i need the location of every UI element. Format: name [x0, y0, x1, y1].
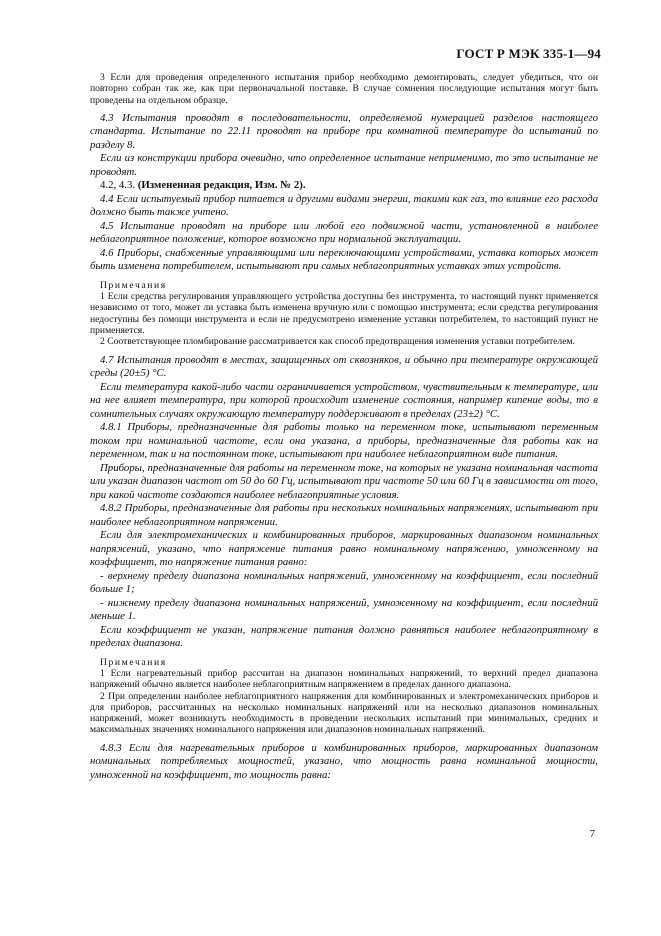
- note-2: 2 Соответствующее пломбирование рассматривается как способ предотвращения изменения уставки потребителем.: [100, 336, 575, 348]
- note-1: 1 Если средства регулирования управляющего устройства доступны без инструмента, то настоящий пункт применяется независимо от того, может ли уставка быть изменена вручную или с помощью инструмента; если средства регулирования недоступны без помощи инструмента и если не предусмотрено изменение уставки потребителем, то настоящий пункт не применяется.: [90, 291, 598, 337]
- page-header: ГОСТ Р МЭК 335-1—94: [456, 46, 601, 61]
- note-2-2: 2 При определении наиболее неблагоприятного напряжения для комбинированных и электромеханических приборов и для приборов, рассчитанных на несколько номинальных напряжений или на несколько диапазонов номинальных напряжений, может возникнуть необходимость в проведении нескольких испытаний при минимальных, средних и максимальных значениях номинального напряжения или диапазонов номинальных напряжений.: [90, 690, 598, 736]
- clause-4-8-2-final: Если коэффициент не указан, напряжение питания должно равняться наиболее неблагоприятному в пределах диапазона.: [90, 623, 598, 650]
- notes-heading: Примечания: [100, 279, 167, 291]
- notes-heading-2: Примечания: [100, 656, 167, 668]
- clause-4-6: 4.6 Приборы, снабженные управляющими или переключающими устройствами, уставка которых может быть изменена потребителем, испытывают при самых неблагоприятных уставках этих устройств.: [90, 246, 598, 273]
- clause-4-3: 4.3 Испытания проводят в последовательности, определяемой нумерацией разделов настоящего стандарта. Испытание по 22.11 проводят на приборе при комнатной температуре до испытаний по разделу 8.: [90, 111, 598, 151]
- note-2-1: 1 Если нагревательный прибор рассчитан на диапазон номинальных напряжений, то верхний предел диапазона напряжений обычно является наиболее неблагоприятным напряжением в пределах данного диапазона.: [90, 667, 598, 691]
- clause-4-8-2: 4.8.2 Приборы, предназначенные для работы при нескольких номинальных напряжениях, испытывают при наиболее неблагоприятном напряжении.: [90, 502, 598, 528]
- amendment-ref: 4.2, 4.3.: [100, 179, 138, 192]
- clause-4-8-1: 4.8.1 Приборы, предназначенные для работы только на переменном токе, испытывают переменным током при номинальной частоте, если она указана, а приборы, предназначенные для работы как на переменном, так и на постоянном токе, испытывают при наиболее неблагоприятном виде питания.: [90, 421, 598, 461]
- list-item-upper-limit: - верхнему пределу диапазона номинальных напряжений, умноженному на коэффициент, если последний больше 1;: [90, 569, 598, 596]
- list-item-lower-limit: - нижнему пределу диапазона номинальных напряжений, умноженному на коэффициент, если последний меньше 1.: [90, 596, 598, 623]
- clause-4-3-continuation: Если из конструкции прибора очевидно, что определенное испытание неприменимо, то это испытание не проводят.: [90, 152, 598, 178]
- clause-4-7-continuation: Если температура какой-либо части ограничивается устройством, чувствительным к температуре, или на нее влияет температура, при которой происходит изменение состояния, например кипение воды, то в сомнительных случаях окружающую температуру поддерживают в пределах (23±2) °С.: [90, 380, 598, 420]
- page-number: 7: [589, 828, 595, 840]
- clause-4-5: 4.5 Испытание проводят на приборе или любой его подвижной части, установленной в наиболее неблагоприятное положение, которое возможно при нормальной эксплуатации.: [90, 219, 598, 246]
- clause-4-7: 4.7 Испытания проводят в местах, защищенных от сквозняков, и обычно при температуре окружающей среды (20±5) °С.: [90, 353, 598, 380]
- clause-4-8-2-continuation: Если для электромеханических и комбинированных приборов, маркированных диапазоном номинальных напряжений, указано, что напряжение питания равно номинальному напряжению, умноженному на коэффициент, то напряжение питания равно:: [90, 529, 598, 569]
- amendment-note: [90, 179, 598, 193]
- amendment-label: (Измененная редакция, Изм. № 2).: [137, 179, 306, 192]
- clause-4-8-1-continuation: Приборы, предназначенные для работы на переменном токе, на которых не указана номинальная частота или указан диапазон частот от 50 до 60 Гц, испытывают при частоте 50 или 60 Гц в зависимости от того, при какой частоте создаются наиболее неблагоприятные условия.: [90, 461, 598, 501]
- clause-4-4: 4.4 Если испытуемый прибор питается и другими видами энергии, такими как газ, то влияние его расхода должно быть также учтено.: [90, 192, 598, 219]
- page-body: [90, 72, 598, 782]
- clause-4-8-3: 4.8.3 Если для нагревательных приборов и комбинированных приборов, маркированных диапазоном номинальных потребляемых мощностей, указано, что мощность равна номинальной мощности, умноженной на коэффициент, то мощность равна:: [90, 741, 598, 781]
- note-3-paragraph: 3 Если для проведения определенного испытания прибор необходимо демонтировать, следует убедиться, что он повторно собран так же, как при первоначальной поставке. В случае сомнения последующие испытания могут быть проведены на отдельном образце.: [90, 72, 598, 106]
